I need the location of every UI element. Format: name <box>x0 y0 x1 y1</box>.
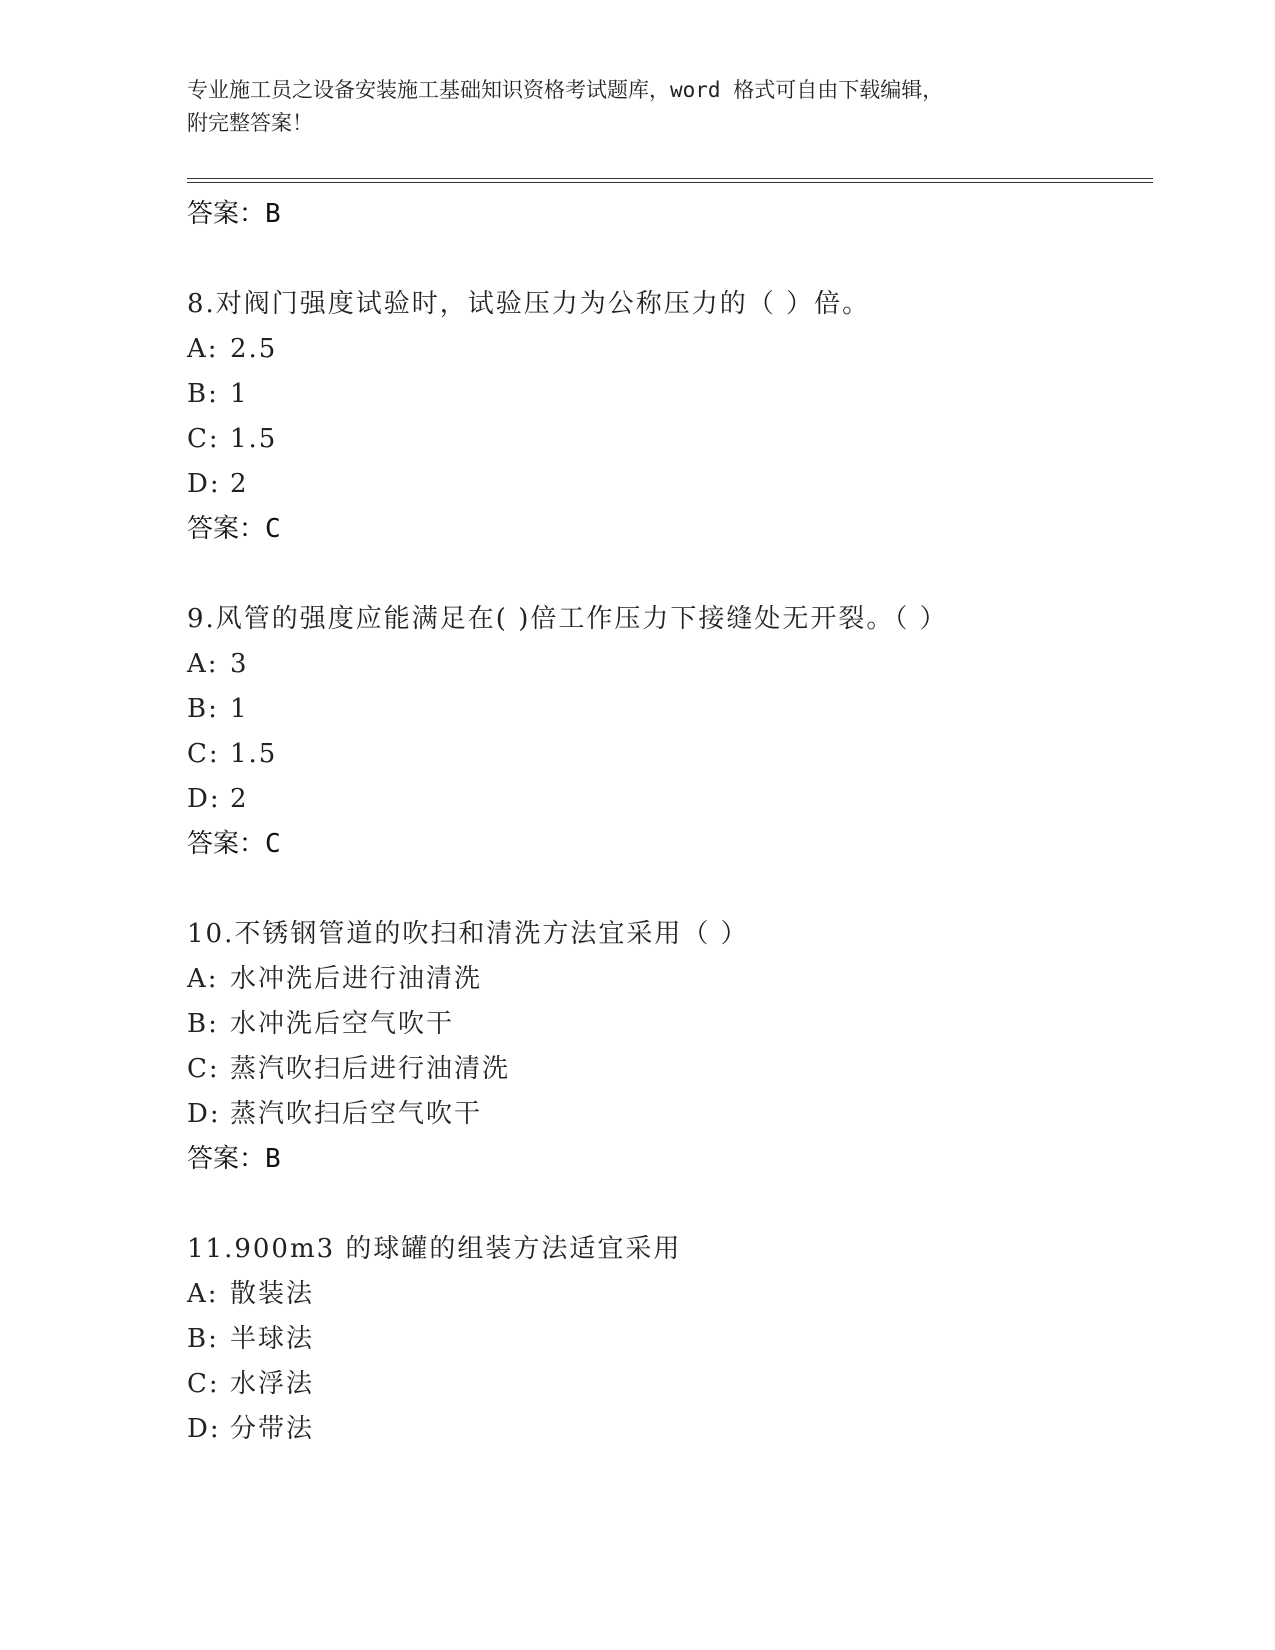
option-letter: D: <box>187 784 221 814</box>
question-stem: 9.风管的强度应能满足在( )倍工作压力下接缝处无开裂。（ ） <box>187 604 948 634</box>
option-b <box>187 1317 1153 1362</box>
option-text: 2.5 <box>230 334 278 364</box>
question-block <box>187 597 1153 867</box>
option-a <box>187 957 1153 1002</box>
option-text: 1 <box>230 379 249 409</box>
option-letter: A: <box>187 1279 219 1309</box>
option-text: 3 <box>230 649 249 679</box>
option-b <box>187 1002 1153 1047</box>
option-d <box>187 1407 1153 1452</box>
question-stem: 10.不锈钢管道的吹扫和清洗方法宜采用（ ） <box>187 919 749 949</box>
question-block <box>187 282 1153 552</box>
option-text: 蒸汽吹扫后空气吹干 <box>230 1099 483 1129</box>
option-text: 2 <box>230 784 249 814</box>
option-letter: A: <box>187 649 219 679</box>
option-text: 水浮法 <box>230 1369 315 1399</box>
option-b <box>187 687 1153 732</box>
option-d <box>187 1092 1153 1137</box>
option-letter: D: <box>187 469 221 499</box>
question-block <box>187 1227 1153 1452</box>
option-letter: B: <box>187 1324 219 1354</box>
header-line: 附完整答案！ <box>187 111 313 135</box>
document-header <box>187 74 1087 140</box>
option-letter: A: <box>187 334 219 364</box>
option-a <box>187 1272 1153 1317</box>
option-d <box>187 462 1153 507</box>
option-c <box>187 417 1153 462</box>
option-d <box>187 777 1153 822</box>
option-letter: B: <box>187 1009 219 1039</box>
header-line: 专业施工员之设备安装施工基础知识资格考试题库，word 格式可自由下载编辑， <box>187 78 944 102</box>
question-stem: 8.对阀门强度试验时，试验压力为公称压力的（ ）倍。 <box>187 289 871 319</box>
answer-line: 答案：C <box>187 514 281 544</box>
option-c <box>187 732 1153 777</box>
header-divider-bottom <box>187 182 1153 183</box>
question-list <box>187 192 1153 1452</box>
option-letter: C: <box>187 424 220 454</box>
option-letter: B: <box>187 379 219 409</box>
option-text: 水冲洗后进行油清洗 <box>230 964 483 994</box>
option-text: 散装法 <box>230 1279 315 1309</box>
answer-line: 答案：C <box>187 829 281 859</box>
option-b <box>187 372 1153 417</box>
option-c <box>187 1047 1153 1092</box>
option-text: 蒸汽吹扫后进行油清洗 <box>230 1054 511 1084</box>
option-letter: C: <box>187 1054 220 1084</box>
option-text: 水冲洗后空气吹干 <box>230 1009 455 1039</box>
option-text: 2 <box>230 469 249 499</box>
option-text: 1.5 <box>230 424 278 454</box>
question-stem: 11.900m3 的球罐的组装方法适宜采用 <box>187 1234 682 1264</box>
option-letter: C: <box>187 1369 220 1399</box>
option-text: 分带法 <box>230 1414 315 1444</box>
option-text: 1 <box>230 694 249 724</box>
question-block <box>187 912 1153 1182</box>
option-text: 半球法 <box>230 1324 315 1354</box>
option-letter: C: <box>187 739 220 769</box>
option-a <box>187 327 1153 372</box>
option-c <box>187 1362 1153 1407</box>
option-text: 1.5 <box>230 739 278 769</box>
previous-answer: 答案：B <box>187 199 281 229</box>
option-letter: D: <box>187 1099 221 1129</box>
option-a <box>187 642 1153 687</box>
header-divider-top <box>187 178 1153 179</box>
answer-line: 答案：B <box>187 1144 281 1174</box>
option-letter: A: <box>187 964 219 994</box>
option-letter: B: <box>187 694 219 724</box>
option-letter: D: <box>187 1414 221 1444</box>
